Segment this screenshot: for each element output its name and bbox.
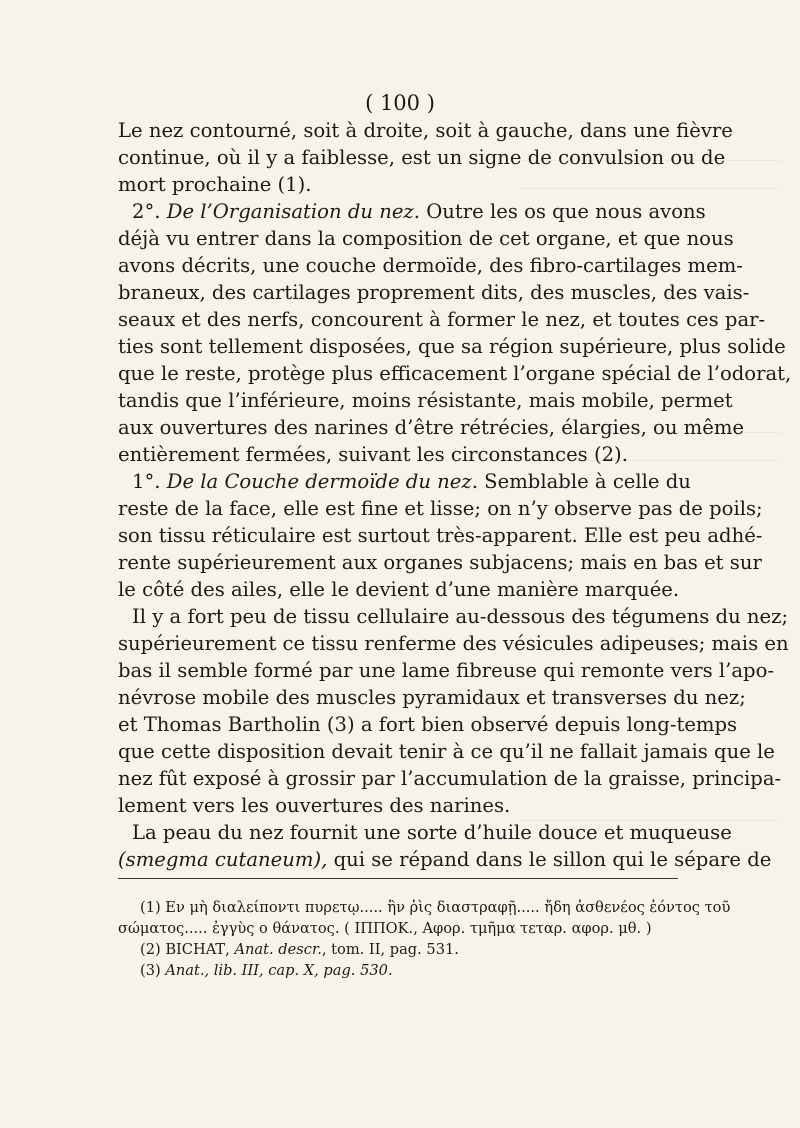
text-line: déjà vu entrer dans la composition de cet organe, et que nous [118, 227, 734, 250]
section-heading-line: 2°. De l’Organisation du nez. Outre les os que nous avons [132, 200, 706, 223]
text-line: supérieurement ce tissu renferme des vésicules adipeuses; mais en [118, 632, 789, 655]
text-line: reste de la face, elle est fine et lisse; on n’y observe pas de poils; [118, 497, 763, 520]
text-line: bas il semble formé par une lame fibreuse qui remonte vers l’apo- [118, 659, 775, 682]
paragraph-start-line: La peau du nez fournit une sorte d’huile douce et muqueuse [132, 821, 732, 844]
paragraph-start-line: Il y a fort peu de tissu cellulaire au-dessous des tégumens du nez; [132, 605, 789, 628]
body-text [118, 117, 792, 873]
footnote-work: Anat. descr. [234, 941, 322, 958]
footnote-3: (3) Anat., lib. III, cap. X, pag. 530. [140, 962, 393, 979]
text-line: son tissu réticulaire est surtout très-apparent. Elle est peu adhé- [118, 524, 763, 547]
text-line: nez fût exposé à grossir par l’accumulation de la graisse, principa- [118, 767, 782, 790]
text-line: (smegma cutaneum), qui se répand dans le sillon qui le sépare de [118, 848, 772, 871]
text-line: avons décrits, une couche dermoïde, des fibro-cartilages mem- [118, 254, 743, 277]
footnote-author: BICHAT [165, 941, 226, 958]
latin-term: (smegma cutaneum), [118, 848, 328, 871]
text-line: continue, où il y a faiblesse, est un signe de convulsion ou de [118, 146, 726, 169]
text-line: névrose mobile des muscles pyramidaux et transverses du nez; [118, 686, 746, 709]
footnotes [118, 897, 731, 981]
footnote-2: (2) BICHAT, Anat. descr., tom. II, pag. 531. [140, 941, 459, 958]
text-line: lement vers les ouvertures des narines. [118, 794, 511, 817]
text-line: braneux, des cartilages proprement dits, des muscles, des vais- [118, 281, 750, 304]
text-line: tandis que l’inférieure, moins résistante, mais mobile, permet [118, 389, 733, 412]
section-title: De l’Organisation du nez. [166, 200, 420, 223]
section-heading-line: 1°. De la Couche dermoïde du nez. Semblable à celle du [132, 470, 691, 493]
page-number: ( 100 ) [365, 91, 435, 115]
footnote-rule [118, 878, 678, 879]
text-line: rente supérieurement aux organes subjacens; mais en bas et sur [118, 551, 762, 574]
section-number: 2°. [132, 200, 161, 223]
text-line: entièrement fermées, suivant les circonstances (2). [118, 443, 628, 466]
section-title: De la Couche dermoïde du nez. [166, 470, 478, 493]
section-number: 1°. [132, 470, 161, 493]
footnote-work: Anat., lib. III, cap. X, pag. 530. [165, 962, 393, 979]
text-line: le côté des ailes, elle le devient d’une manière marquée. [118, 578, 680, 601]
text-line: seaux et des nerfs, concourent à former le nez, et toutes ces par- [118, 308, 766, 331]
text-line: et Thomas Bartholin (3) a fort bien observé depuis long-temps [118, 713, 738, 736]
footnote-1: (1) Εν μὴ διαλείποντι πυρετῳ..... ἢν ῥὶς διαστραφῇ..... ἤδη ἀσθενέος ἐόντος τοῦ [140, 899, 731, 916]
text-line: que cette disposition devait tenir à ce qu’il ne fallait jamais que le [118, 740, 775, 763]
text-line: que le reste, protège plus efficacement l’organe spécial de l’odorat, [118, 362, 792, 385]
text-line: aux ouvertures des narines d’être rétrécies, élargies, ou même [118, 416, 745, 439]
text-line: mort prochaine (1). [118, 173, 312, 196]
text-line: ties sont tellement disposées, que sa région supérieure, plus solide [118, 335, 786, 358]
footnote-1-continued: σώματος..... ἐγγὺς ο θάνατος. ( ΙΠΠΟΚ., Αφορ. τμῆμα τεταρ. αφορ. μθ. ) [118, 920, 652, 937]
text-line: Le nez contourné, soit à droite, soit à gauche, dans une fièvre [118, 119, 733, 142]
